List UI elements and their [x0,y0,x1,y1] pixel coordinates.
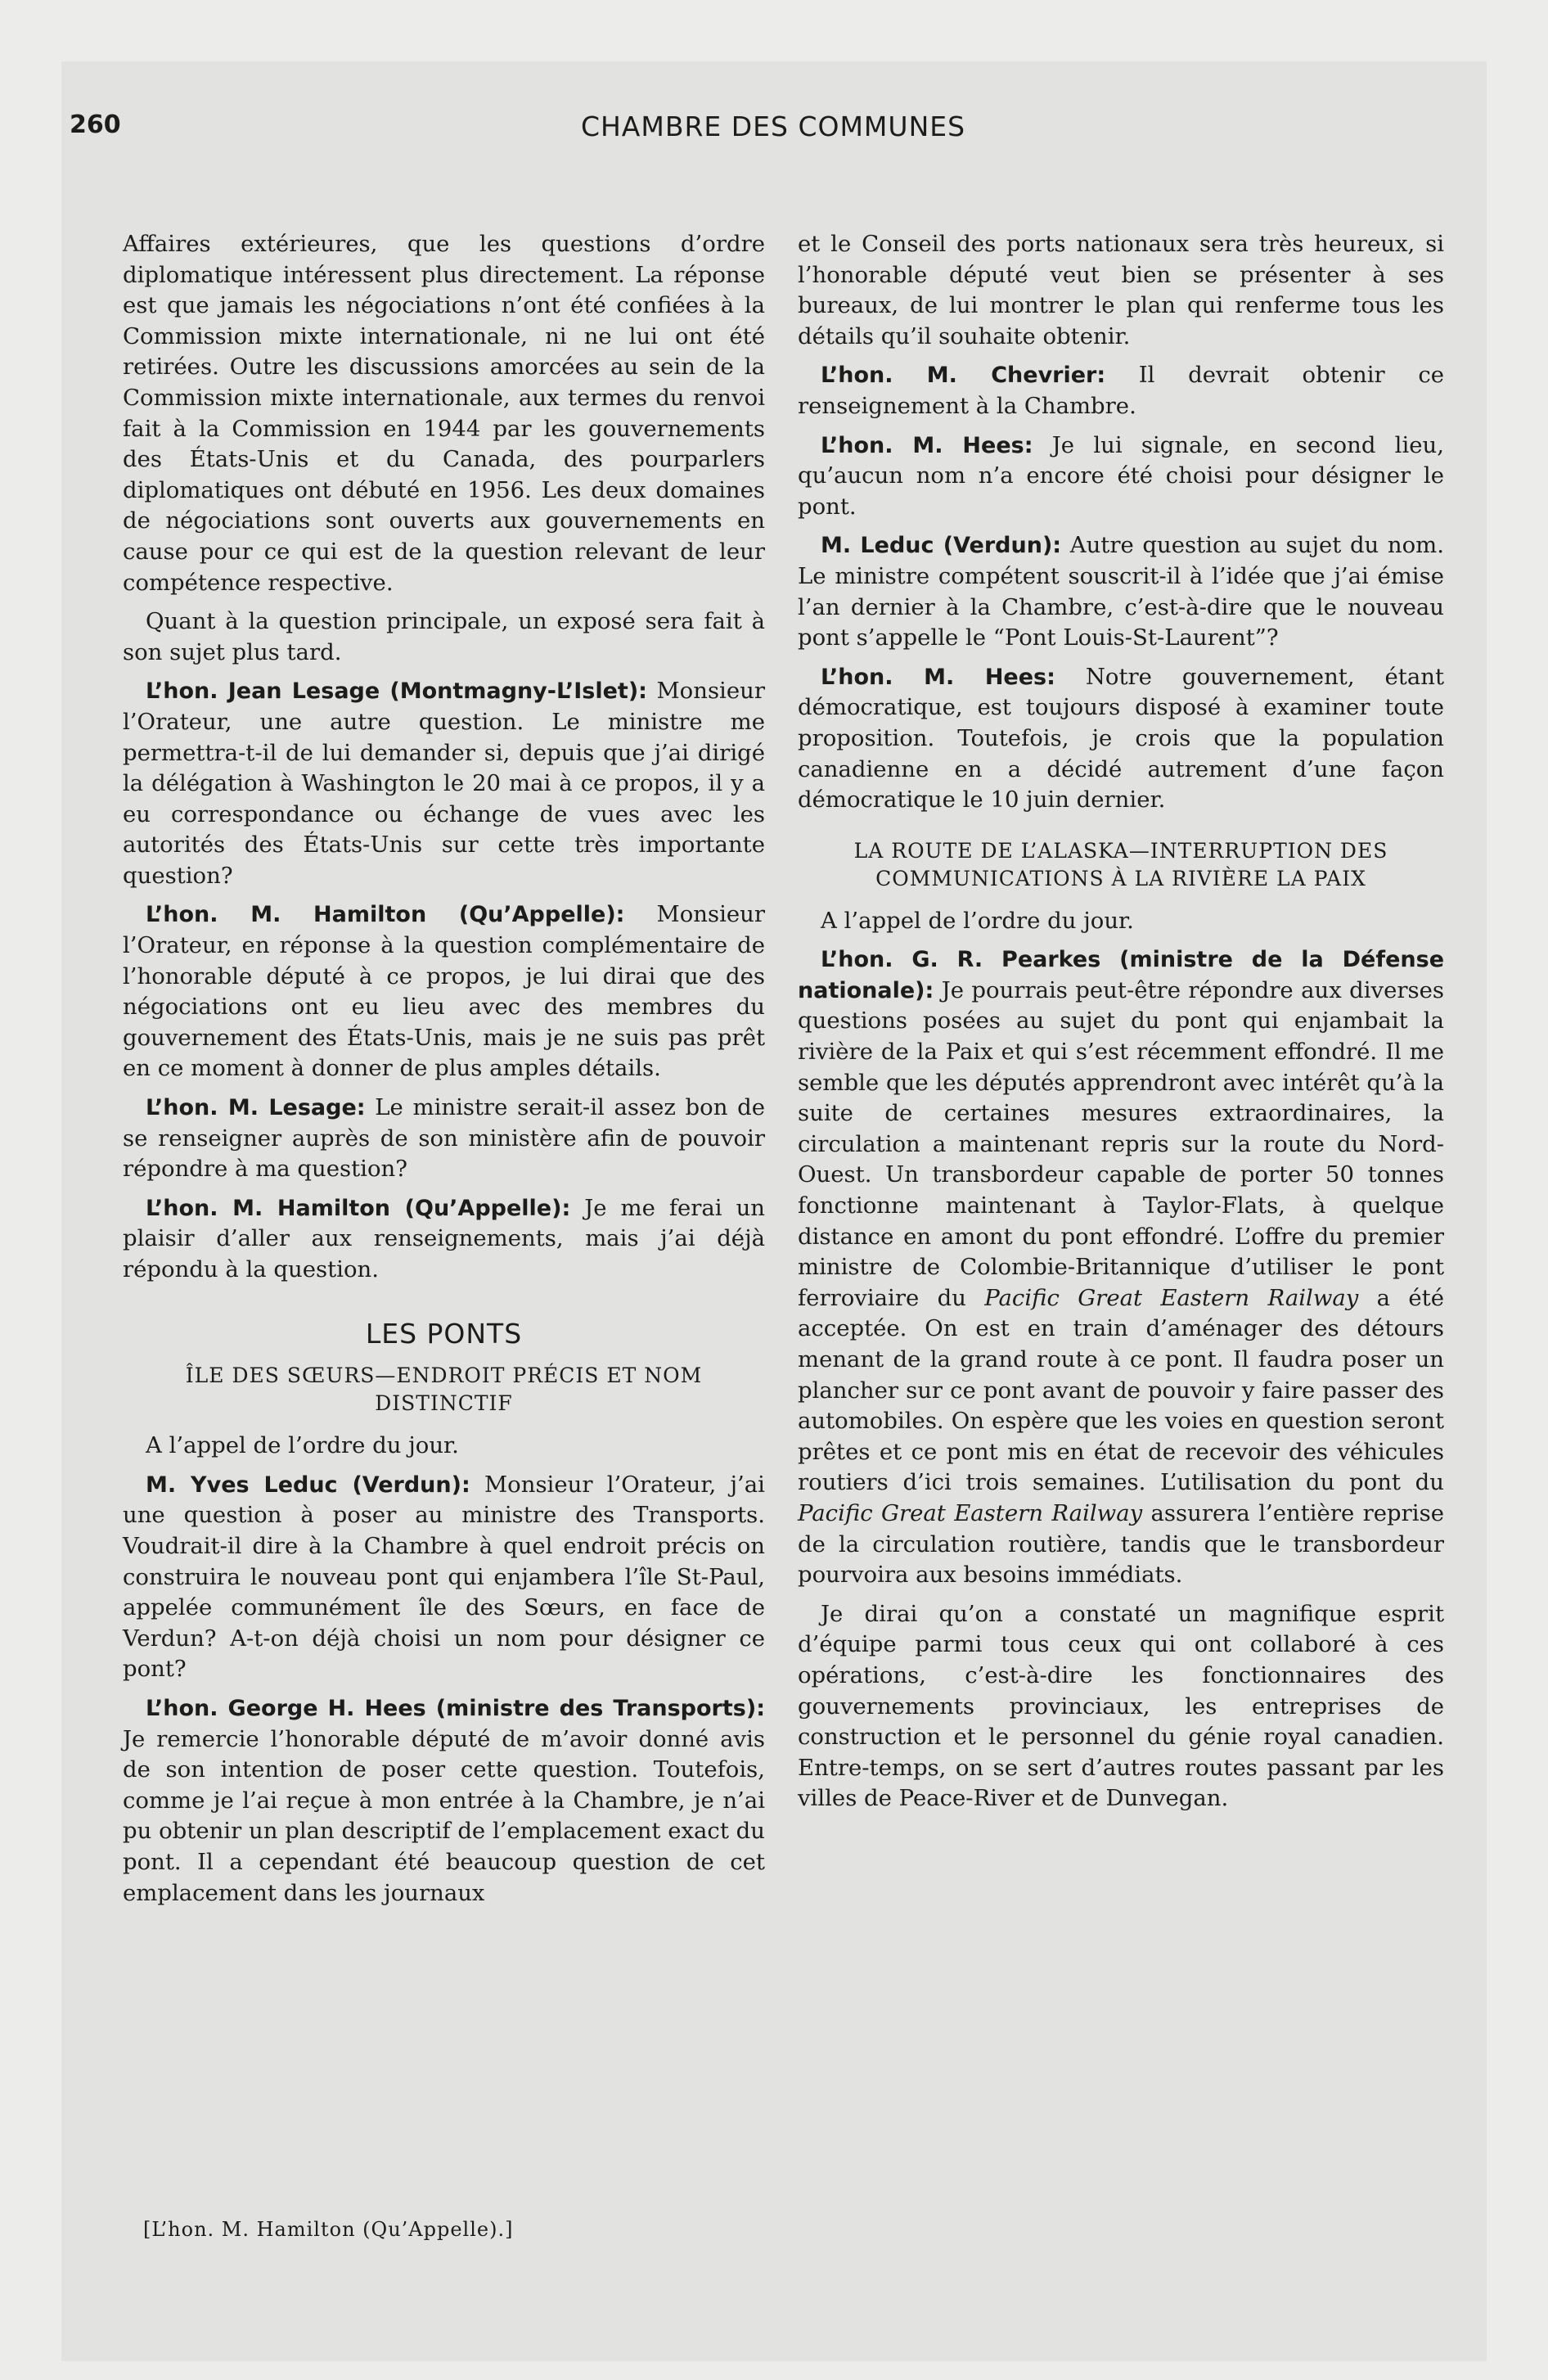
speech-text: Je lui signale, en second lieu, qu’aucun nom n’a encore été choisi pour désigner le pont. [798,431,1444,520]
paragraph: A l’appel de l’ordre du jour. [821,907,1134,934]
speech [798,430,1444,523]
footer-note: [L’hon. M. Hamilton (Qu’Appelle).] [143,2218,514,2241]
subheading: LA ROUTE DE L’ALASKA—INTERRUPTION DES COMMUNICATIONS À LA RIVIÈRE LA PAIX [853,838,1388,890]
left-column [123,229,765,1917]
speaker-name: M. Yves Leduc (Verdun): [146,1472,470,1498]
speaker-name: L’hon. G. R. Pearkes (ministre de la Défense nationale): [798,947,1444,1003]
paragraph: Quant à la question principale, un exposé sera fait à son sujet plus tard. [123,608,765,665]
speech-text: Je remercie l’honorable député de m’avoir donné avis de son intention de poser cette question. Toutefois, comme je l’ai reçue à mon entrée à la Chambre, je n’ai pu obtenir un plan descriptif de l’emplacement exact du pont. Il a cependant été beaucoup question de cet emplacement dans les journaux [123,1725,765,1906]
speech [123,676,765,891]
speaker-name: L’hon. M. Hamilton (Qu’Appelle): [146,1195,571,1221]
speech [123,1693,765,1909]
section-title: LES PONTS [365,1317,523,1350]
speech-text: a été acceptée. On est en train d’aménager des détours menant de la grand route à ce pont. Il faudra poser un plancher sur ce pont avant de pouvoir y faire passer des automobiles. On espère que les voies en question seront prêtes et ce pont mis en état de recevoir des véhicules routiers d’ici trois semaines. L’utilisation du pont du [798,1284,1444,1496]
speaker-name: L’hon. M. Lesage: [146,1095,366,1121]
paragraph: Je dirai qu’on a constaté un magnifique esprit d’équipe parmi tous ceux qui ont collaboré à ces opérations, c’est-à-dire les fonctionnaires des gouvernements provinciaux, les entreprises de construction et le personnel du génie royal canadien. Entre-temps, on se sert d’autres routes passant par les villes de Peace-River et de Dunvegan. [798,1600,1444,1812]
italic-text: Pacific Great Eastern Railway [984,1284,1359,1311]
right-column [798,229,1444,1823]
speech-text: Monsieur l’Orateur, j’ai une question à poser au ministre des Transports. Voudrait-il dire à la Chambre à quel endroit précis on construira le nouveau pont qui enjambera l’île St-Paul, appelée communément île des Sœurs, en face de Verdun? A-t-on déjà choisi un nom pour désigner ce pont? [123,1471,765,1683]
subheading: ÎLE DES SŒURS—ENDROIT PRÉCIS ET NOM DISTINCTIF [185,1364,703,1416]
speaker-name: L’hon. M. Hees: [821,432,1033,458]
speech [123,1093,765,1185]
speaker-name: L’hon. M. Hamilton (Qu’Appelle): [146,902,625,928]
speech-text: Autre question au sujet du nom. Le ministre compétent souscrit-il à l’idée que j’ai émise l’an dernier à la Chambre, c’est-à-dire que le nouveau pont s’appelle le “Pont Louis-St-Laurent”? [798,532,1444,651]
speech [123,899,765,1084]
speech-text: Le ministre serait-il assez bon de se renseigner auprès de son ministère afin de pouvoir répondre à ma question? [123,1094,765,1183]
speaker-name: L’hon. M. Hees: [821,664,1055,690]
speech [123,1470,765,1685]
italic-text: Pacific Great Eastern Railway [798,1499,1143,1526]
speech [798,530,1444,653]
speech-text: Monsieur l’Orateur, une autre question. Le ministre me permettra-t-il de lui demander si, depuis que j’ai dirigé la délégation à Washington le 20 mai à ce propos, il y a eu correspondance ou échange de vues avec les autorités des États-Unis sur cette très importante question? [123,678,765,889]
speech [798,662,1444,816]
speaker-name: L’hon. George H. Hees (ministre des Transports): [146,1695,765,1721]
speaker-name: L’hon. Jean Lesage (Montmagny-L’Islet): [146,678,647,705]
paragraph: Affaires extérieures, que les questions d’ordre diplomatique intéressent plus directement. La réponse est que jamais les négociations n’ont été confiées à la Commission mixte internationale, ni ne lui ont été retirées. Outre les discussions amorcées au sein de la Commission mixte internationale, aux termes du renvoi fait à la Commission en 1944 par les gouvernements des États-Unis et du Canada, des pourparlers diplomatiques ont débuté en 1956. Les deux domaines de négociations sont ouverts aux gouvernements en cause pour ce qui est de la question relevant de leur compétence respective. [123,231,765,596]
speech [798,360,1444,421]
paragraph: et le Conseil des ports nationaux sera très heureux, si l’honorable député veut bien se présenter à ses bureaux, de lui montrer le plan qui renferme tous les détails qu’il souhaite obtenir. [798,231,1444,349]
paragraph: A l’appel de l’ordre du jour. [146,1432,459,1459]
speech-text: Monsieur l’Orateur, en réponse à la question complémentaire de l’honorable député à ce propos, je lui dirai que des négociations ont eu lieu avec des membres du gouvernement des États-Unis, mais je ne suis pas prêt en ce moment à donner de plus amples détails. [123,901,765,1082]
speaker-name: L’hon. M. Chevrier: [821,363,1106,389]
running-title: CHAMBRE DES COMMUNES [580,110,966,142]
speech-text: Je me ferai un plaisir d’aller aux renseignements, mais j’ai déjà répondu à la question. [123,1194,765,1282]
speech-text: Notre gouvernement, étant démocratique, est toujours disposé à examiner toute proposition. Toutefois, je crois que la population canadienne en a décidé autrement d’une façon démocratique le 10 juin dernier. [798,663,1444,814]
speaker-name: M. Leduc (Verdun): [821,533,1062,559]
page-header [70,110,1477,151]
page-number: 260 [70,110,121,139]
speech-text: Je pourrais peut-être répondre aux diverses questions posées au sujet du pont qui enjambait la rivière de la Paix et qui s’est récemment effondré. Il me semble que les députés apprendront avec intérêt qu’à la suite de certaines mesures extraordinaires, la circulation a maintenant repris sur la route du Nord-Ouest. Un transbordeur capable de porter 50 tonnes fonctionne maintenant à Taylor-Flats, à quelque distance en amont du pont effondré. L’offre du premier ministre de Colombie-Britannique d’utiliser le pont ferroviaire du [798,976,1444,1311]
speech-text: assurera l’entière reprise de la circulation routière, tandis que le transbordeur pourvoira aux besoins immédiats. [798,1499,1444,1589]
speech [123,1193,765,1286]
speech-text: Il devrait obtenir ce renseignement à la Chambre. [798,362,1444,419]
speech [798,944,1444,1590]
